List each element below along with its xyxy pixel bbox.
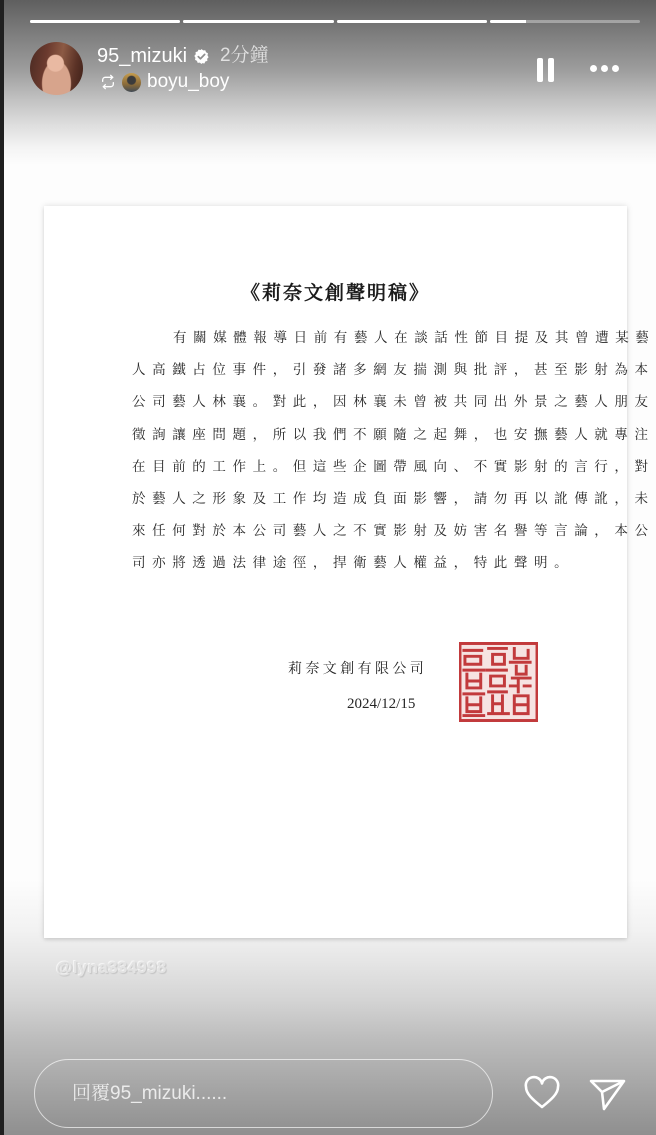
document-line: 徵詢讓座問題，所以我們不願隨之起舞，也安撫藝人就專注 [132,426,655,443]
repost-row [100,71,229,93]
verified-badge-icon [193,48,210,65]
repost-icon [100,74,116,90]
progress-segment-2[interactable] [183,20,333,23]
pause-icon [537,58,543,82]
more-dot-icon [612,65,619,72]
pause-button[interactable] [537,58,557,84]
reply-field-container[interactable] [34,1059,493,1128]
document-line: 司亦將透過法律途徑，捍衛藝人權益，特此聲明。 [132,555,575,572]
like-button[interactable] [522,1075,562,1111]
document-title: 《莉奈文創聲明稿》 [240,282,430,304]
reply-input[interactable] [70,1082,474,1106]
company-signature: 莉奈文創有限公司 [288,661,428,677]
reposted-username-link[interactable]: boyu_boy [147,71,230,92]
progress-fill-current [490,20,526,23]
document-date: 2024/12/15 [347,696,416,712]
story-header [30,42,640,98]
more-options-button[interactable] [590,65,619,72]
document-line: 公司藝人林襄。對此，因林襄未曾被共同出外景之藝人朋友 [132,394,655,411]
document-line: 有關媒體報導日前有藝人在談話性節目提及其曾遭某藝 [173,330,656,346]
heart-icon [522,1075,562,1111]
statement-document [44,206,656,938]
progress-segment-1[interactable] [30,20,180,23]
story-progress-bars [30,20,640,24]
send-button[interactable] [588,1076,628,1112]
document-body [132,322,656,580]
progress-fill [183,20,333,23]
avatar[interactable] [30,42,83,95]
more-dot-icon [601,65,608,72]
document-line: 於藝人之形象及工作均造成負面影響，請勿再以訛傳訛，未 [132,491,655,508]
company-seal-stamp [459,642,538,722]
document-line: 在目前的工作上。但這些企圖帶風向、不實影射的言行，對 [132,458,655,475]
progress-fill [30,20,180,23]
send-icon [588,1076,628,1112]
story-viewer[interactable] [4,0,656,1135]
progress-segment-3[interactable] [337,20,487,23]
progress-fill [337,20,487,23]
document-line: 人高鐵占位事件，引發諸多網友揣測與批評，甚至影射為本 [132,362,655,379]
user-row [97,44,269,68]
post-time: 2分鐘 [220,45,269,66]
more-dot-icon [590,65,597,72]
reposted-user-avatar[interactable] [122,73,141,92]
username-link[interactable]: 95_mizuki [97,45,188,67]
pause-icon [548,58,554,82]
progress-segment-4[interactable] [490,20,640,23]
watermark-text: @lyna334998 [56,958,167,977]
document-line: 來任何對於本公司藝人之不實影射及妨害名譽等言論，本公 [132,523,655,540]
